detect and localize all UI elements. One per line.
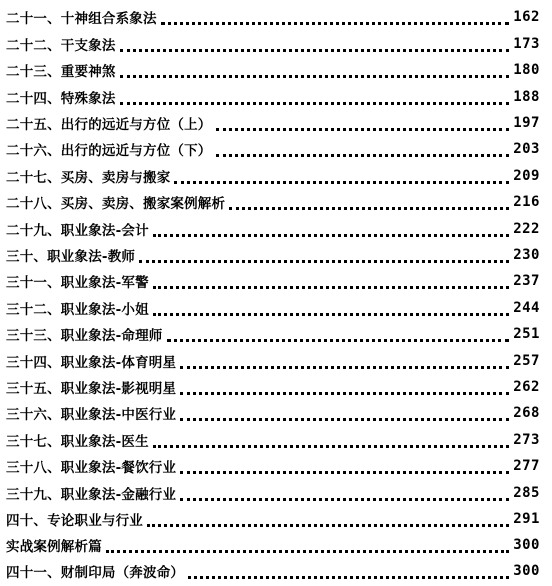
- toc-entry-title: 二十六、出行的远近与方位（下）: [6, 143, 212, 159]
- toc-entry[interactable]: [6, 268, 540, 294]
- toc-entry-page: 244: [513, 300, 540, 316]
- toc-entry[interactable]: [6, 558, 540, 584]
- toc-entry-title: 实战案例解析篇: [6, 539, 102, 555]
- toc-entry-page: 216: [513, 194, 540, 210]
- toc-entry-title: 二十四、特殊象法: [6, 91, 116, 107]
- toc-entry[interactable]: [6, 136, 540, 162]
- toc-entry-page: 268: [513, 405, 540, 421]
- toc-dot-leader: [120, 75, 510, 78]
- toc-entry-page: 277: [513, 458, 540, 474]
- toc-entry[interactable]: [6, 374, 540, 400]
- toc-entry-title: 二十一、十神组合系象法: [6, 11, 157, 27]
- toc-entry[interactable]: [6, 110, 540, 136]
- toc-entry[interactable]: [6, 189, 540, 215]
- toc-entry-page: 262: [513, 379, 540, 395]
- toc-dot-leader: [167, 339, 510, 342]
- toc-entry-title: 三十二、职业象法-小姐: [6, 302, 149, 318]
- toc-entry[interactable]: [6, 427, 540, 453]
- toc-entry[interactable]: [6, 506, 540, 532]
- toc-entry-page: 203: [513, 141, 540, 157]
- toc-entry-title: 三十七、职业象法-医生: [6, 434, 149, 450]
- toc-entry[interactable]: [6, 321, 540, 347]
- toc-entry-title: 三十六、职业象法-中医行业: [6, 407, 177, 423]
- toc-dot-leader: [120, 49, 510, 52]
- toc-entry[interactable]: [6, 295, 540, 321]
- toc-entry-title: 三十八、职业象法-餐饮行业: [6, 460, 177, 476]
- toc-dot-leader: [180, 471, 509, 474]
- toc-dot-leader: [106, 550, 509, 553]
- toc-entry-page: 197: [513, 115, 540, 131]
- toc-entry[interactable]: [6, 84, 540, 110]
- toc-entry-title: 四十一、财制印局（奔波命）: [6, 565, 185, 581]
- toc-entry-title: 四十、专论职业与行业: [6, 513, 143, 529]
- toc-dot-leader: [153, 445, 509, 448]
- toc-entry-page: 230: [513, 247, 540, 263]
- toc-entry-page: 291: [513, 511, 540, 527]
- toc-entry[interactable]: [6, 57, 540, 83]
- toc-entry-page: 300: [513, 563, 540, 579]
- toc-dot-leader: [153, 286, 509, 289]
- toc-entry-title: 三十一、职业象法-军警: [6, 275, 149, 291]
- toc-entry-page: 273: [513, 432, 540, 448]
- toc-dot-leader: [180, 392, 509, 395]
- toc-entry-title: 三十四、职业象法-体育明星: [6, 355, 177, 371]
- toc-entry[interactable]: [6, 31, 540, 57]
- toc-dot-leader: [229, 207, 509, 210]
- toc-entry-page: 257: [513, 353, 540, 369]
- toc-entry-title: 二十七、买房、卖房与搬家: [6, 170, 171, 186]
- toc-dot-leader: [216, 154, 510, 157]
- toc-dot-leader: [216, 128, 510, 131]
- toc-entry-title: 三十九、职业象法-金融行业: [6, 487, 177, 503]
- toc-entry-page: 188: [513, 89, 540, 105]
- toc-entry[interactable]: [6, 163, 540, 189]
- toc-entry[interactable]: [6, 4, 540, 30]
- toc-entry-page: 300: [513, 537, 540, 553]
- toc-dot-leader: [180, 418, 509, 421]
- toc-entry[interactable]: [6, 242, 540, 268]
- toc-entry-page: 285: [513, 485, 540, 501]
- toc-entry-page: 251: [513, 326, 540, 342]
- toc-entry-title: 二十九、职业象法-会计: [6, 223, 149, 239]
- toc-entry[interactable]: [6, 453, 540, 479]
- toc-entry-page: 180: [513, 62, 540, 78]
- toc-entry-title: 三十三、职业象法-命理师: [6, 328, 163, 344]
- toc-entry-page: 173: [513, 36, 540, 52]
- toc-dot-leader: [161, 22, 510, 25]
- toc-dot-leader: [174, 181, 509, 184]
- toc-entry-title: 三十五、职业象法-影视明星: [6, 381, 177, 397]
- toc-entry-title: 二十五、出行的远近与方位（上）: [6, 117, 212, 133]
- toc-entry[interactable]: [6, 348, 540, 374]
- toc-dot-leader: [120, 102, 510, 105]
- toc-entry[interactable]: [6, 532, 540, 558]
- toc-entry[interactable]: [6, 400, 540, 426]
- toc-entry-page: 237: [513, 273, 540, 289]
- toc-entry-title: 三十、职业象法-教师: [6, 249, 136, 265]
- toc-dot-leader: [180, 498, 509, 501]
- toc-entry-page: 209: [513, 168, 540, 184]
- toc-entry[interactable]: [6, 216, 540, 242]
- toc-entry-page: 162: [513, 9, 540, 25]
- toc-entry-page: 222: [513, 221, 540, 237]
- toc-dot-leader: [153, 313, 509, 316]
- toc-dot-leader: [180, 366, 509, 369]
- toc-entry-title: 二十三、重要神煞: [6, 64, 116, 80]
- toc-dot-leader: [147, 524, 509, 527]
- toc-entry-title: 二十二、干支象法: [6, 38, 116, 54]
- toc-entry-title: 二十八、买房、卖房、搬家案例解析: [6, 196, 226, 212]
- toc-dot-leader: [153, 234, 509, 237]
- toc-entry[interactable]: [6, 480, 540, 506]
- toc-dot-leader: [139, 260, 509, 263]
- toc-dot-leader: [188, 576, 509, 579]
